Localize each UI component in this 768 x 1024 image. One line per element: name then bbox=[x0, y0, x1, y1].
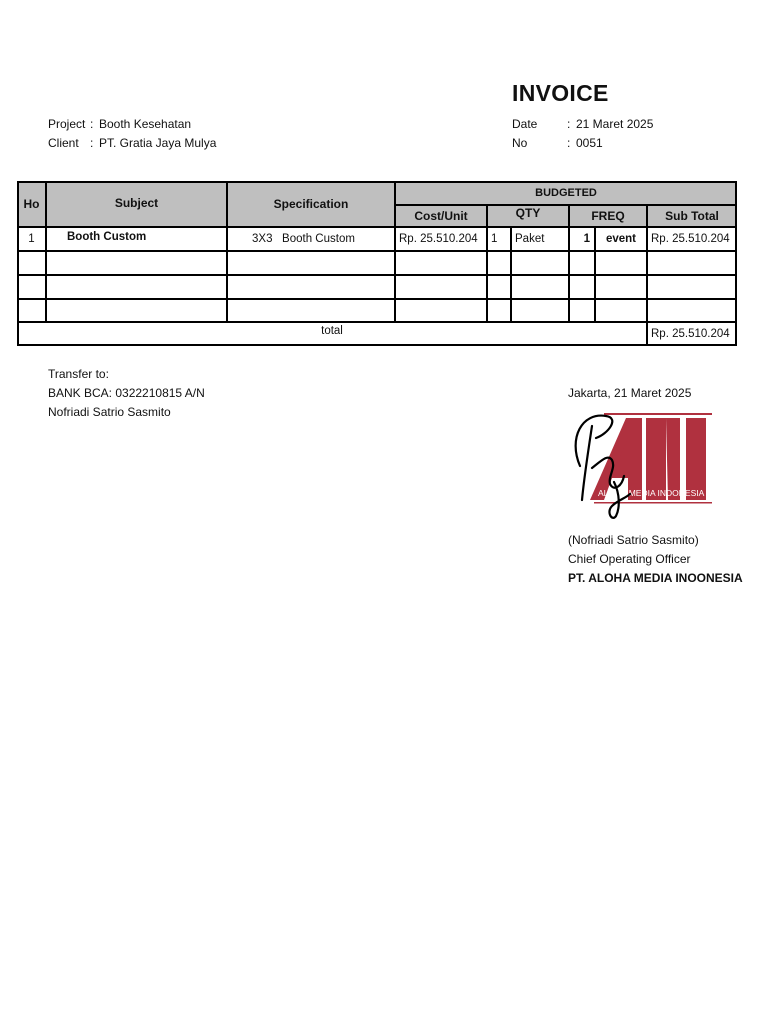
date-row bbox=[512, 115, 653, 134]
logo-text: ALOHA MEDIA INDONESIA bbox=[598, 488, 705, 498]
empty-cell bbox=[17, 299, 46, 322]
row-subject: Booth Custom bbox=[46, 227, 227, 251]
empty-cell bbox=[487, 299, 511, 322]
no-separator: : bbox=[567, 136, 571, 150]
empty-cell bbox=[17, 275, 46, 299]
empty-cell bbox=[395, 299, 487, 322]
empty-cell bbox=[511, 275, 569, 299]
empty-cell bbox=[227, 251, 395, 275]
client-separator: : bbox=[90, 136, 94, 150]
invoice-table bbox=[17, 181, 737, 346]
no-value: 0051 bbox=[576, 136, 603, 150]
empty-cell bbox=[46, 251, 227, 275]
empty-cell bbox=[487, 275, 511, 299]
empty-cell bbox=[227, 299, 395, 322]
empty-cell bbox=[647, 275, 737, 299]
empty-cell bbox=[569, 299, 595, 322]
no-label: No bbox=[512, 136, 528, 150]
row-freq-unit: event bbox=[595, 227, 647, 251]
header-budgeted: BUDGETED bbox=[395, 181, 737, 205]
header-freq: FREQ bbox=[569, 205, 647, 227]
header-specification: Specification bbox=[227, 181, 395, 227]
empty-cell bbox=[595, 299, 647, 322]
company-logo-with-signature bbox=[568, 408, 718, 520]
empty-cell bbox=[595, 251, 647, 275]
total-value: Rp. 25.510.204 bbox=[647, 322, 737, 346]
bank-account: BANK BCA: 0322210815 A/N bbox=[48, 386, 205, 400]
empty-cell bbox=[595, 275, 647, 299]
header-no: Ho bbox=[17, 181, 46, 227]
empty-cell bbox=[647, 251, 737, 275]
signer-company: PT. ALOHA MEDIA INOONESIA bbox=[568, 571, 743, 585]
client-row bbox=[48, 134, 216, 153]
invoice-title: INVOICE bbox=[512, 80, 609, 106]
empty-cell bbox=[487, 251, 511, 275]
date-no-block bbox=[512, 115, 653, 153]
logo-top-line bbox=[604, 413, 712, 415]
row-qty-number: 1 bbox=[487, 227, 511, 251]
row-specification: 3X3 Booth Custom bbox=[227, 227, 395, 251]
signer-block bbox=[568, 531, 743, 588]
project-value: Booth Kesehatan bbox=[99, 117, 192, 131]
signer-name: (Nofriadi Satrio Sasmito) bbox=[568, 533, 699, 547]
transfer-info bbox=[48, 365, 205, 422]
project-label: Project bbox=[48, 117, 86, 131]
client-value: PT. Gratia Jaya Mulya bbox=[99, 136, 217, 150]
date-value: 21 Maret 2025 bbox=[576, 117, 654, 131]
header-cost-unit: Cost/Unit bbox=[395, 205, 487, 227]
header-qty: QTY bbox=[487, 205, 569, 227]
empty-cell bbox=[511, 251, 569, 275]
date-separator: : bbox=[567, 117, 571, 131]
account-holder: Nofriadi Satrio Sasmito bbox=[48, 405, 171, 419]
empty-cell bbox=[17, 251, 46, 275]
transfer-heading: Transfer to: bbox=[48, 367, 109, 381]
empty-cell bbox=[647, 299, 737, 322]
row-sub-total: Rp. 25.510.204 bbox=[647, 227, 737, 251]
logo-underline bbox=[594, 502, 712, 504]
empty-cell bbox=[569, 275, 595, 299]
empty-cell bbox=[395, 275, 487, 299]
total-label: total bbox=[17, 322, 647, 346]
row-no: 1 bbox=[17, 227, 46, 251]
project-row bbox=[48, 115, 216, 134]
header-subject: Subject bbox=[46, 181, 227, 227]
empty-cell bbox=[46, 275, 227, 299]
empty-cell bbox=[395, 251, 487, 275]
row-qty-unit: Paket bbox=[511, 227, 569, 251]
logo-graphic bbox=[568, 408, 718, 520]
empty-cell bbox=[227, 275, 395, 299]
empty-cell bbox=[569, 251, 595, 275]
row-freq-number: 1 bbox=[569, 227, 595, 251]
project-separator: : bbox=[90, 117, 94, 131]
project-client-block bbox=[48, 115, 216, 153]
header-sub-total: Sub Total bbox=[647, 205, 737, 227]
empty-cell bbox=[511, 299, 569, 322]
empty-cell bbox=[46, 299, 227, 322]
signer-title: Chief Operating Officer bbox=[568, 552, 691, 566]
client-label: Client bbox=[48, 136, 79, 150]
place-date: Jakarta, 21 Maret 2025 bbox=[568, 386, 692, 400]
no-row bbox=[512, 134, 653, 153]
row-cost-unit: Rp. 25.510.204 bbox=[395, 227, 487, 251]
date-label: Date bbox=[512, 117, 538, 131]
